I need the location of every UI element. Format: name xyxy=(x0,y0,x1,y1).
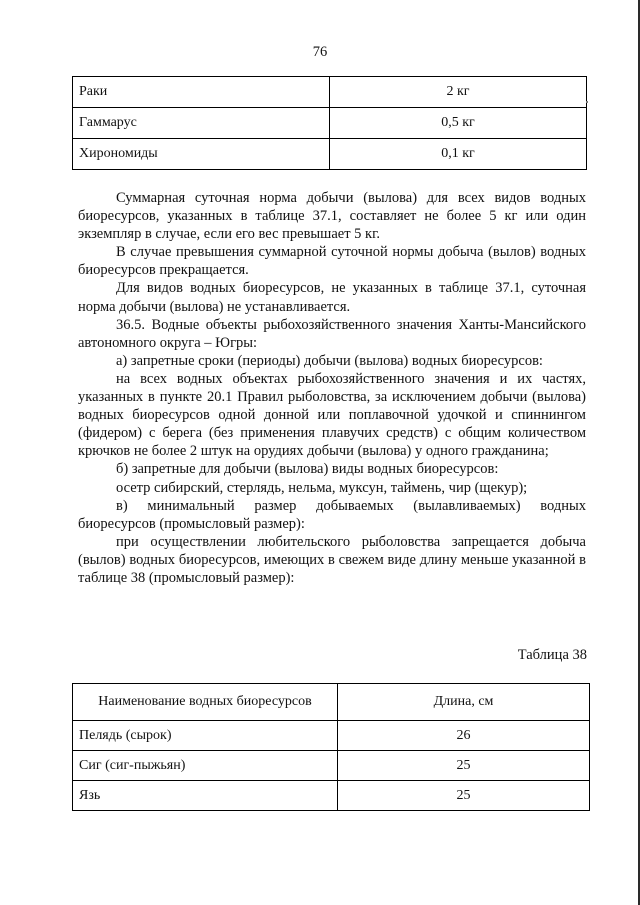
paragraph: Для видов водных биоресурсов, не указанных в таблице 37.1, суточная норма добычи (вылова) не устанавливается. xyxy=(78,280,586,315)
page-number: 76 xyxy=(312,44,328,60)
length-value: 26 xyxy=(338,721,590,751)
paragraph: на всех водных объектах рыбохозяйственного значения и их частях, указанных в пункте 20.1 Правил рыболовства, за исключением добычи (вылова) водных биоресурсов одной донной или поплавочной удочкой и спиннингом (фидером) с берега (без применения плавучих средств) с общим количеством крючков не более 2 штук на орудиях добычи (вылова) у одного гражданина; xyxy=(78,370,586,460)
norm-value: 0,1 кг xyxy=(330,139,587,170)
norm-value: 2 кг xyxy=(330,77,587,108)
table-caption: Таблица 38 xyxy=(517,647,587,663)
paragraph: в) минимальный размер добываемых (вылавливаемых) водных биоресурсов (промысловый размер): xyxy=(78,497,586,532)
paragraph: 36.5. Водные объекты рыбохозяйственного значения Ханты-Мансийского автономного округа – Югры: xyxy=(78,316,586,351)
table-row xyxy=(73,108,587,139)
paragraph: осетр сибирский, стерлядь, нельма, муксун, таймень, чир (щекур); xyxy=(116,479,528,496)
table-row xyxy=(73,751,590,781)
catch-norm-table xyxy=(72,76,587,170)
column-header: Наименование водных биоресурсов xyxy=(73,684,338,721)
min-size-table xyxy=(72,683,590,811)
species-name: Сиг (сиг-пыжьян) xyxy=(73,751,338,781)
body-text xyxy=(78,189,586,587)
species-name: Пелядь (сырок) xyxy=(73,721,338,751)
paragraph: при осуществлении любительского рыболовства запрещается добыча (вылов) водных биоресурсов, имеющих в свежем виде длину меньше указанной в таблице 38 (промысловый размер): xyxy=(78,533,586,586)
column-header: Длина, см xyxy=(338,684,590,721)
species-name: Раки xyxy=(73,77,330,108)
paragraph: В случае превышения суммарной суточной нормы добыча (вылов) водных биоресурсов прекращается. xyxy=(78,244,586,279)
scan-speck xyxy=(586,101,588,103)
table-row xyxy=(73,721,590,751)
species-name: Гаммарус xyxy=(73,108,330,139)
table-header-row xyxy=(73,684,590,721)
table-row xyxy=(73,77,587,108)
length-value: 25 xyxy=(338,781,590,811)
norm-value: 0,5 кг xyxy=(330,108,587,139)
table-row xyxy=(73,781,590,811)
length-value: 25 xyxy=(338,751,590,781)
species-name: Язь xyxy=(73,781,338,811)
species-name: Хирономиды xyxy=(73,139,330,170)
table-row xyxy=(73,139,587,170)
paragraph: б) запретные для добычи (вылова) виды водных биоресурсов: xyxy=(116,461,499,478)
paragraph: Суммарная суточная норма добычи (вылова) для всех видов водных биоресурсов, указанных в таблице 37.1, составляет не более 5 кг или один экземпляр в случае, если его вес превышает 5 кг. xyxy=(78,190,586,243)
paragraph: а) запретные сроки (периоды) добычи (вылова) водных биоресурсов: xyxy=(116,352,543,369)
